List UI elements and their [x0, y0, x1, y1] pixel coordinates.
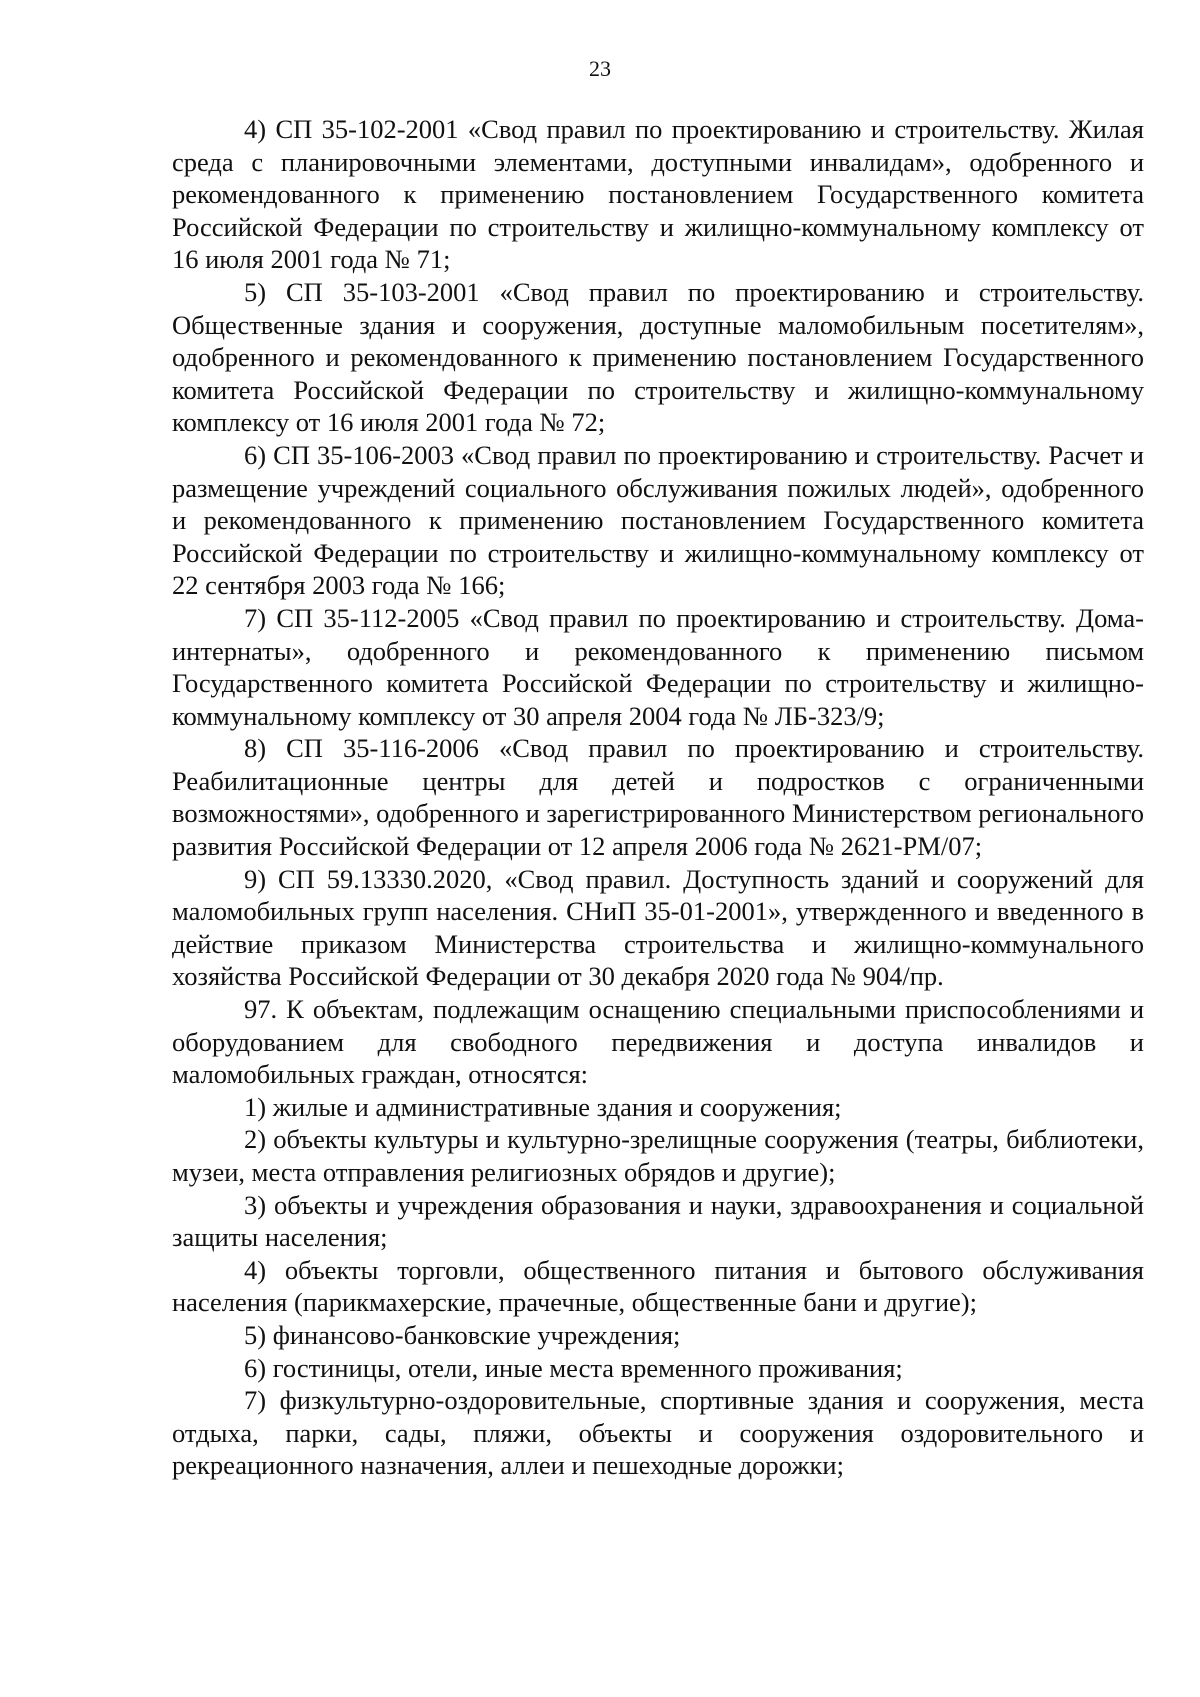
list-item-4: 4) объекты торговли, общественного питания и бытового обслуживания населения (парикмахерские, прачечные, общественные бани и другие);	[172, 1254, 1144, 1318]
list-item-3: 3) объекты и учреждения образования и науки, здравоохранения и социальной защиты населения;	[172, 1189, 1144, 1253]
paragraph-sp-35-112-2005: 7) СП 35-112-2005 «Свод правил по проектированию и строительству. Дома-интернаты», одобренного и рекомендованного к применению письмом Государственного комитета Российской Федерации по строительству и жилищно-коммунальному комплексу от 30 апреля 2004 года № ЛБ-323/9;	[172, 602, 1144, 731]
paragraph-97-intro: 97. К объектам, подлежащим оснащению специальными приспособлениями и оборудованием для свободного передвижения и доступа инвалидов и маломобильных граждан, относятся:	[172, 994, 1144, 1090]
list-item-2: 2) объекты культуры и культурно-зрелищные сооружения (театры, библиотеки, музеи, места отправления религиозных обрядов и другие);	[172, 1124, 1144, 1187]
paragraph-sp-35-106-2003: 6) СП 35-106-2003 «Свод правил по проектированию и строительству. Расчет и размещение учреждений социального обслуживания пожилых людей», одобренного и рекомендованного к применению постановлением Государственного комитета Российской Федерации по строительству и жилищно-коммунальному комплексу от 22 сентября 2003 года № 166;	[172, 439, 1144, 601]
list-item-6: 6) гостиницы, отели, иные места временного проживания;	[244, 1352, 903, 1383]
paragraph-sp-35-116-2006: 8) СП 35-116-2006 «Свод правил по проектированию и строительству. Реабилитационные центры для детей и подростков с ограниченными возможностями», одобренного и зарегистрированного Министерством регионального развития Российской Федерации от 12 апреля 2006 года № 2621-РМ/07;	[172, 733, 1144, 862]
list-item-1: 1) жилые и административные здания и сооружения;	[244, 1091, 842, 1122]
paragraph-sp-35-102-2001: 4) СП 35-102-2001 «Свод правил по проектированию и строительству. Жилая среда с планировочными элементами, доступными инвалидам», одобренного и рекомендованного к применению постановлением Государственного комитета Российской Федерации по строительству и жилищно-коммунальному комплексу от 16 июля 2001 года № 71;	[172, 114, 1144, 275]
list-item-5: 5) финансово-банковские учреждения;	[244, 1319, 681, 1350]
page-number: 23	[589, 56, 611, 81]
paragraph-sp-35-103-2001: 5) СП 35-103-2001 «Свод правил по проектированию и строительству. Общественные здания и сооружения, доступные маломобильным посетителям», одобренного и рекомендованного к применению постановлением Государственного комитета Российской Федерации по строительству и жилищно-коммунальному комплексу от 16 июля 2001 года № 72;	[172, 276, 1144, 438]
list-item-7: 7) физкультурно-оздоровительные, спортивные здания и сооружения, места отдыха, парки, сады, пляжи, объекты и сооружения оздоровительного и рекреационного назначения, аллеи и пешеходные дорожки;	[172, 1385, 1144, 1481]
paragraph-sp-59-13330-2020: 9) СП 59.13330.2020, «Свод правил. Доступность зданий и сооружений для маломобильных групп населения. СНиП 35-01-2001», утвержденного и введенного в действие приказом Министерства строительства и жилищно-коммунального хозяйства Российской Федерации от 30 декабря 2020 года № 904/пр.	[172, 863, 1144, 992]
document-body	[172, 113, 1144, 1482]
